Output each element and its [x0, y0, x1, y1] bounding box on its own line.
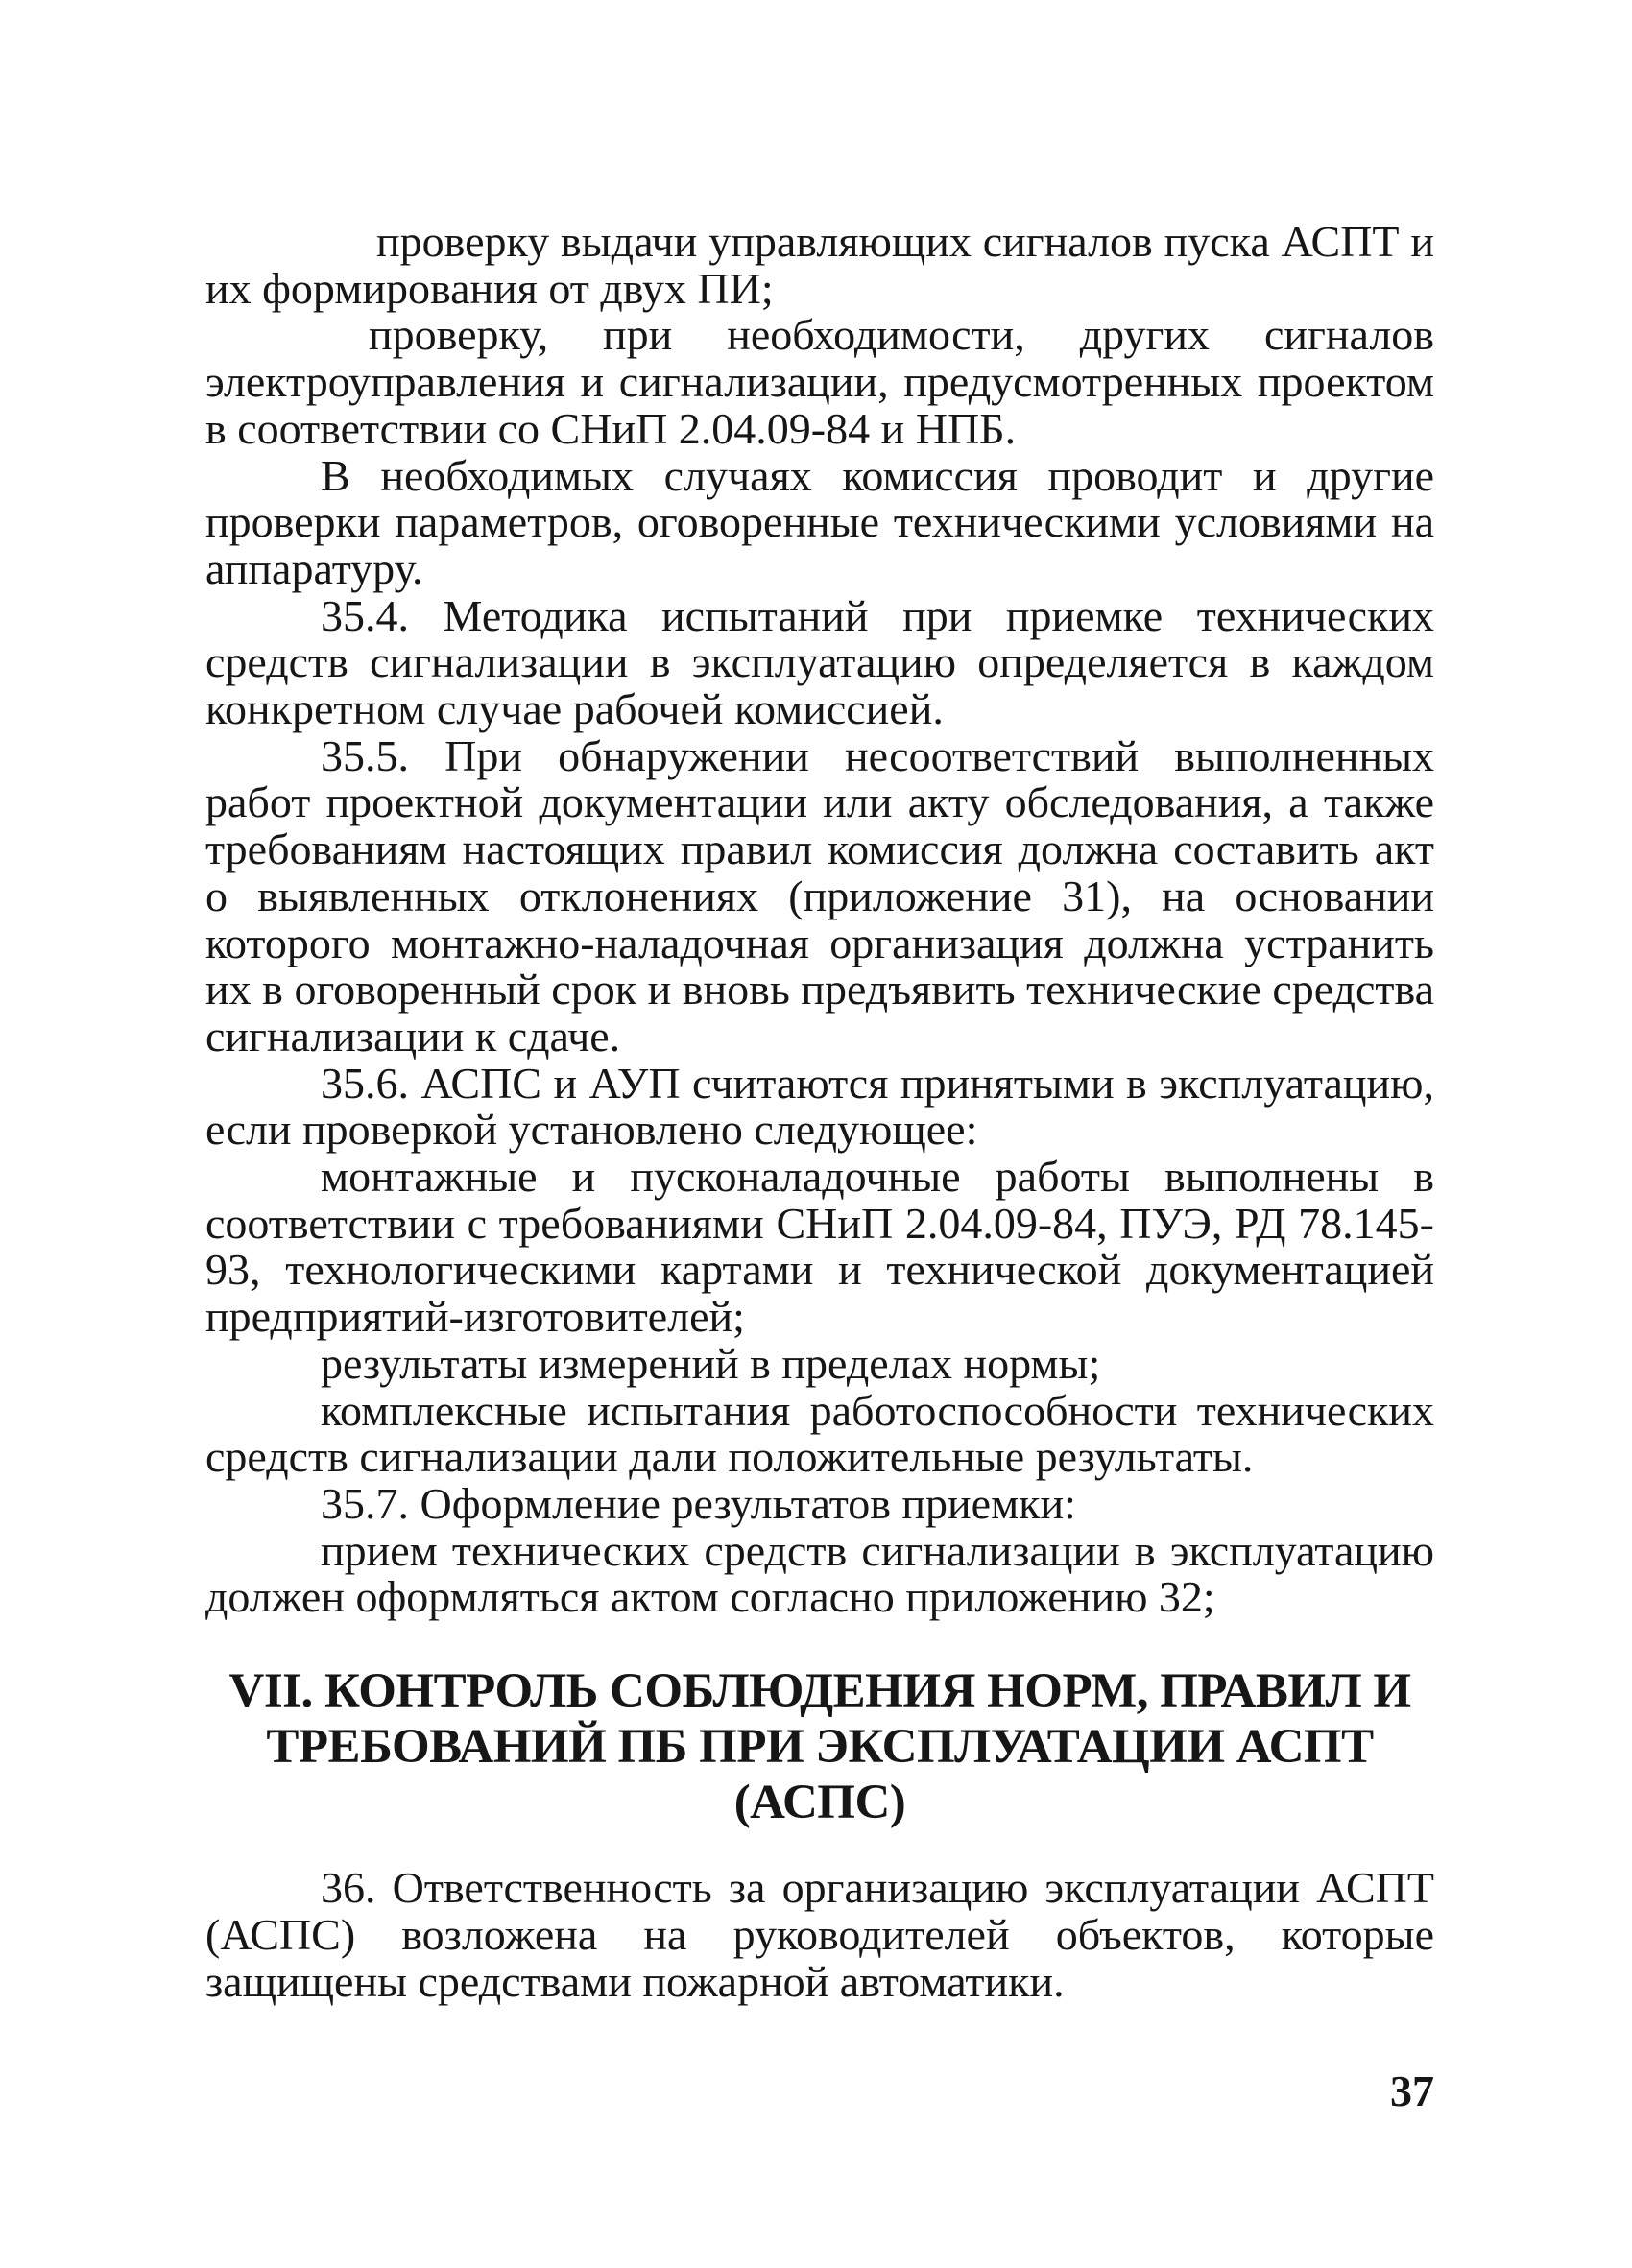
paragraph: проверку выдачи управляющих сигналов пуска АСПТ и их формирования от двух ПИ;	[205, 217, 1434, 313]
paragraph: 35.6. АСПС и АУП считаются принятыми в эксплуатацию, если проверкой установлено следующее:	[205, 1058, 1434, 1155]
section-heading-line: VII. КОНТРОЛЬ СОБЛЮДЕНИЯ НОРМ, ПРАВИЛ И	[228, 1664, 1411, 1719]
page-number: 37	[1390, 2066, 1434, 2115]
paragraph: 35.5. При обнаружении несоответствий выполненных работ проектной документации или акту обследования, а также требованиям настоящих правил комиссия должна составить акт о выявленных отклонениях (приложение 31), на основании которого монтажно-наладочная организация должна устранить их в оговоренный срок и вновь предъявить технические средства сигнализации к сдаче.	[205, 730, 1434, 1061]
list-item: прием технических средств сигнализации в эксплуатацию должен оформляться актом согласно приложению 32;	[205, 1525, 1434, 1622]
section-heading-line: ТРЕБОВАНИЙ ПБ ПРИ ЭКСПЛУАТАЦИИ АСПТ (АСПС)	[266, 1720, 1374, 1830]
list-item: монтажные и пусконаладочные работы выполнены в соответствии с требованиями СНиП 2.04.09-84, ПУЭ, РД 78.145-93, технологическими картами и технической документацией предприятий-изготовителей;	[205, 1152, 1434, 1342]
paragraph: 36. Ответственность за организацию эксплуатации АСПТ (АСПС) возложена на руководителей объектов, которые защищены средствами пожарной автоматики.	[205, 1863, 1434, 2006]
paragraph: проверку, при необходимости, других сигналов электроуправления и сигнализации, предусмотренных проектом в соответствии со СНиП 2.04.09-84 и НПБ.	[205, 310, 1434, 453]
list-item: результаты измерений в пределах нормы;	[321, 1338, 1101, 1388]
paragraph: 35.4. Методика испытаний при приемке технических средств сигнализации в эксплуатацию определяется в каждом конкретном случае рабочей комиссией.	[205, 590, 1434, 734]
document-page	[205, 219, 1434, 2005]
list-item: комплексные испытания работоспособности технических средств сигнализации дали положительные результаты.	[205, 1385, 1434, 1482]
paragraph: В необходимых случаях комиссия проводит и другие проверки параметров, оговоренные техническими условиями на аппаратуру.	[205, 450, 1434, 593]
paragraph: 35.7. Оформление результатов приемки:	[321, 1478, 1076, 1528]
section-heading	[205, 1663, 1434, 1830]
